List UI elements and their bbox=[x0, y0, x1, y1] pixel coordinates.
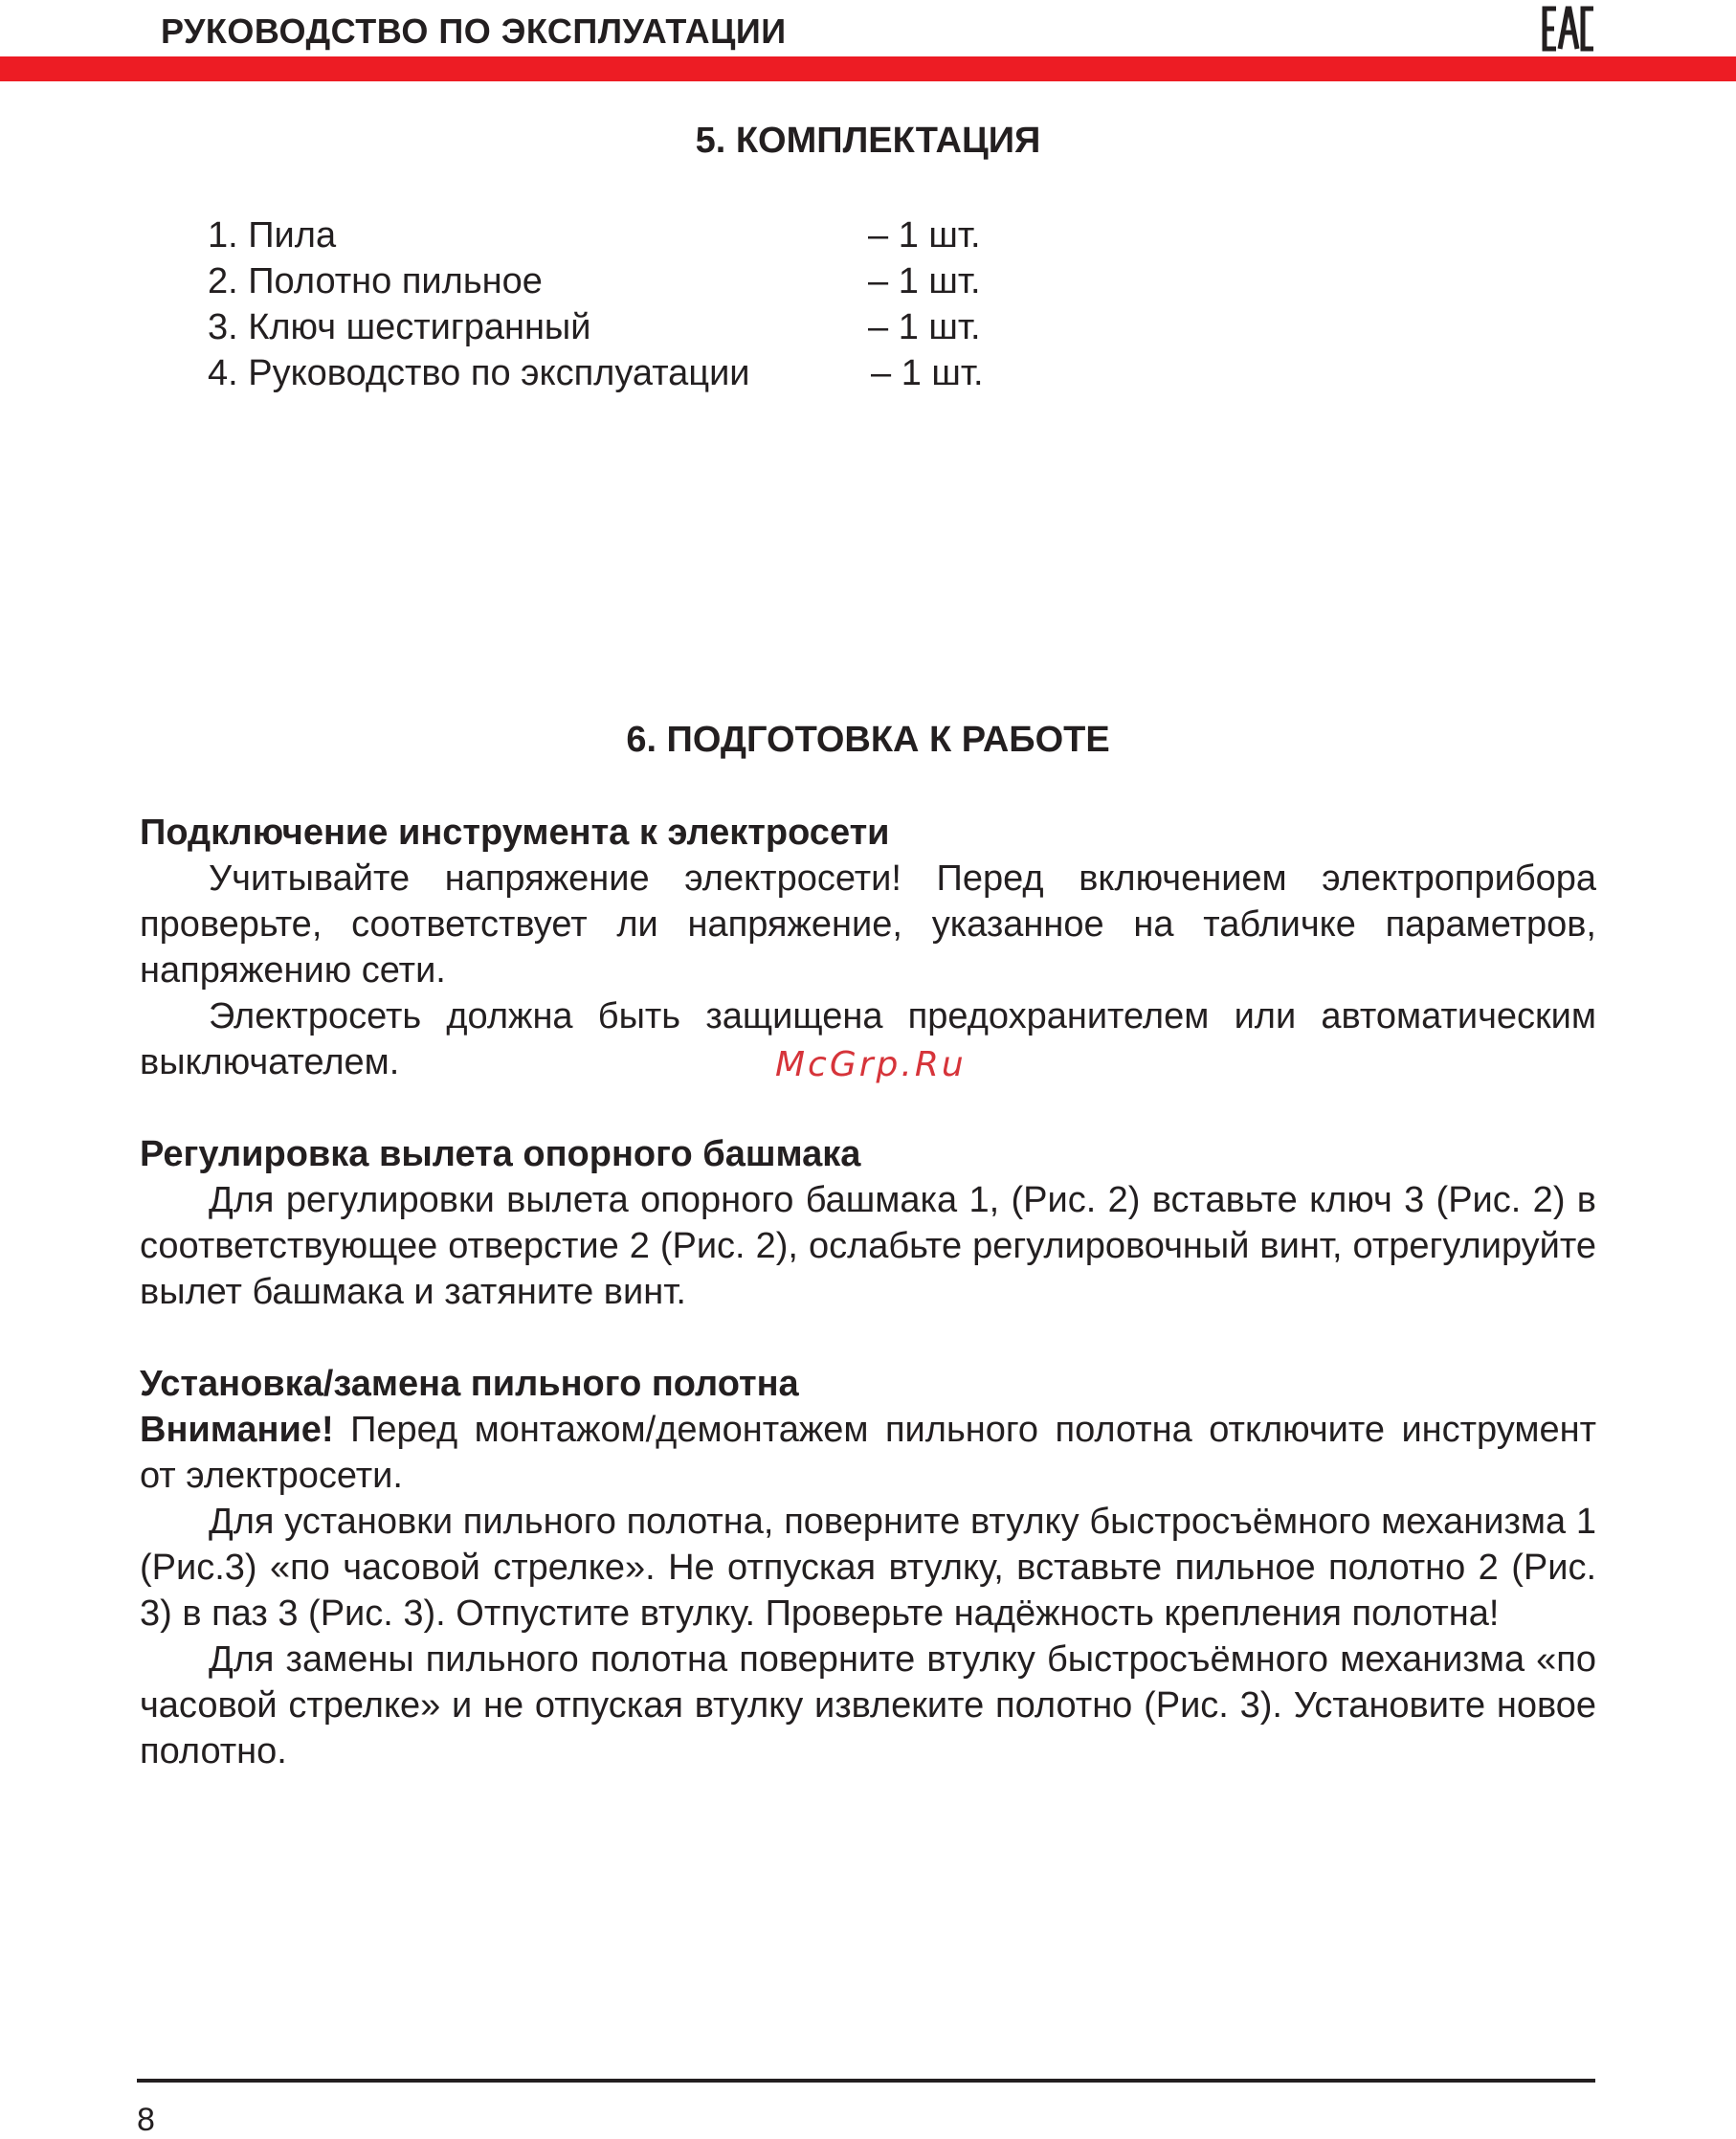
power-heading: Подключение инструмента к электросети bbox=[140, 813, 890, 853]
blade-warning bbox=[140, 1407, 1596, 1499]
kit-item-name: 4. Руководство по эксплуатации bbox=[208, 353, 750, 393]
shoe-paragraph: Для регулировки вылета опорного башмака 1, (Рис. 2) вставьте ключ 3 (Рис. 2) в соответствующее отверстие 2 (Рис. 2), ослабьте регулировочный винт, отрегулируйте вылет башмака и затяните винт. bbox=[140, 1180, 1596, 1312]
kit-item-qty: – 1 шт. bbox=[868, 261, 981, 301]
header-red-bar bbox=[0, 56, 1736, 81]
blade-subsection bbox=[140, 1361, 1596, 1774]
power-subsection bbox=[140, 810, 1596, 1085]
blade-heading: Установка/замена пильного полотна bbox=[140, 1364, 799, 1404]
section-6-title: 6. ПОДГОТОВКА К РАБОТЕ bbox=[626, 720, 1110, 760]
list-item bbox=[208, 304, 992, 350]
kit-item-qty: – 1 шт. bbox=[871, 353, 984, 393]
kit-item-qty: – 1 шт. bbox=[868, 307, 981, 347]
eac-mark-icon bbox=[1541, 6, 1596, 52]
kit-list bbox=[208, 212, 992, 396]
warning-label: Внимание! bbox=[140, 1410, 334, 1450]
kit-item-name: 3. Ключ шестигранный bbox=[208, 307, 591, 347]
warning-text: Перед монтажом/демонтажем пильного полотна отключите инструмент от электросети. bbox=[140, 1410, 1596, 1496]
list-item bbox=[208, 258, 992, 304]
kit-item-name: 2. Полотно пильное bbox=[208, 261, 543, 301]
page-number: 8 bbox=[137, 2102, 155, 2138]
kit-item-name: 1. Пила bbox=[208, 215, 337, 256]
blade-paragraph-1: Для установки пильного полотна, поверните втулку быстросъёмного механизма 1 (Рис.3) «по часовой стрелке». Не отпуская втулку, вставьте пильное полотно 2 (Рис. 3) в паз 3 (Рис. 3). Отпустите втулку. Проверьте надёжность крепления полотна! bbox=[140, 1502, 1596, 1634]
list-item bbox=[208, 350, 992, 396]
shoe-subsection bbox=[140, 1131, 1596, 1315]
section-5-title: 5. КОМПЛЕКТАЦИЯ bbox=[695, 121, 1041, 161]
watermark: McGrp.Ru bbox=[775, 1045, 967, 1084]
list-item bbox=[208, 212, 992, 258]
power-paragraph-2: Электросеть должна быть защищена предохранителем или автоматическим выключателем. bbox=[140, 996, 1596, 1082]
blade-paragraph-2: Для замены пильного полотна поверните втулку быстросъёмного механизма «по часовой стрелке» и не отпуская втулку извлеките полотно (Рис. 3). Установите новое полотно. bbox=[140, 1639, 1596, 1771]
shoe-heading: Регулировка вылета опорного башмака bbox=[140, 1134, 861, 1174]
power-paragraph-1: Учитывайте напряжение электросети! Перед включением электроприбора проверьте, соответствует ли напряжение, указанное на табличке параметров, напряжению сети. bbox=[140, 858, 1596, 991]
kit-item-qty: – 1 шт. bbox=[868, 215, 981, 256]
header-title: РУКОВОДСТВО ПО ЭКСПЛУАТАЦИИ bbox=[161, 11, 787, 51]
footer-rule bbox=[137, 2079, 1595, 2083]
